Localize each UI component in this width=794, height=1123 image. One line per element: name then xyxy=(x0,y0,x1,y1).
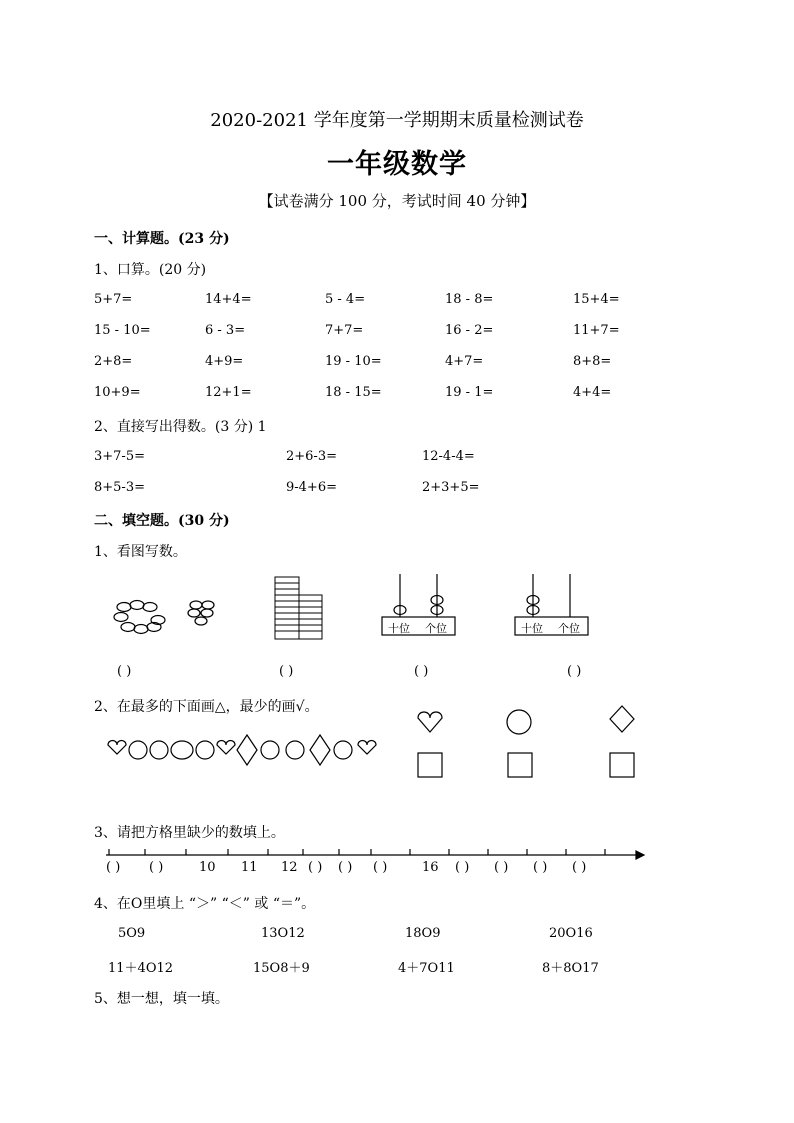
direct-calc-item: 2+3+5= xyxy=(422,480,480,495)
oral-calc-item: 18 - 15= xyxy=(325,385,382,400)
shape-row-figure xyxy=(108,735,376,765)
compare-item: 4＋7O11 xyxy=(398,961,455,976)
oral-calc-item: 2+8= xyxy=(94,354,133,369)
compare-item: 20O16 xyxy=(549,926,593,941)
oral-calc-item: 18 - 8= xyxy=(445,292,494,307)
abacus1-ones-label: 个位 xyxy=(425,622,447,635)
oral-calc-item: 15 - 10= xyxy=(94,323,151,338)
number-line-value: 12 xyxy=(281,860,298,875)
oral-calc-item: 15+4= xyxy=(573,292,620,307)
section2-q4-label: 4、在O里填上 “＞” “＜” 或 “＝”。 xyxy=(94,896,316,912)
number-line-blank[interactable]: ( ) xyxy=(455,860,470,875)
number-line-value: 11 xyxy=(241,860,258,875)
section2-q5-label: 5、想一想，填一填。 xyxy=(94,991,229,1007)
oral-calc-item: 10+9= xyxy=(94,385,141,400)
number-line-value: 16 xyxy=(422,860,439,875)
section2-heading: 二、填空题。(30 分) xyxy=(94,513,230,529)
oral-calc-item: 6 - 3= xyxy=(205,323,246,338)
number-line-blank[interactable]: ( ) xyxy=(494,860,509,875)
oral-calc-item: 4+9= xyxy=(205,354,244,369)
abacus2-tens-label: 十位 xyxy=(521,622,543,635)
oral-calc-item: 12+1= xyxy=(205,385,252,400)
oral-calc-item: 8+8= xyxy=(573,354,612,369)
number-line-blank[interactable]: ( ) xyxy=(572,860,587,875)
answer-blank[interactable]: ( ) xyxy=(279,664,294,679)
oral-calc-item: 11+7= xyxy=(573,323,620,338)
oral-calc-item: 16 - 2= xyxy=(445,323,494,338)
number-line-blank[interactable]: ( ) xyxy=(338,860,353,875)
compare-item: 13O12 xyxy=(261,926,305,941)
oral-calc-item: 19 - 1= xyxy=(445,385,494,400)
compare-item: 5O9 xyxy=(118,926,146,941)
number-line-blank[interactable]: ( ) xyxy=(149,860,164,875)
compare-item: 18O9 xyxy=(405,926,441,941)
section2-q1-label: 1、看图写数。 xyxy=(94,544,187,560)
number-line-blank[interactable]: ( ) xyxy=(308,860,323,875)
number-line-ticks xyxy=(109,849,605,855)
direct-calc-item: 2+6-3= xyxy=(286,449,337,464)
compare-item: 15O8＋9 xyxy=(253,961,310,976)
number-line-blank[interactable]: ( ) xyxy=(106,860,121,875)
abacus1-tens-label: 十位 xyxy=(388,622,410,635)
oral-calc-item: 4+4= xyxy=(573,385,612,400)
number-line-figure xyxy=(106,851,644,859)
direct-calc-item: 3+7-5= xyxy=(94,449,145,464)
oral-calc-item: 4+7= xyxy=(445,354,484,369)
oral-calc-item: 5 - 4= xyxy=(325,292,366,307)
oral-calc-item: 7+7= xyxy=(325,323,364,338)
number-line-blank[interactable]: ( ) xyxy=(533,860,548,875)
compare-item: 11＋4O12 xyxy=(108,961,174,976)
exam-info: 【试卷满分 100 分，考试时间 40 分钟】 xyxy=(258,192,536,210)
answer-blank[interactable]: ( ) xyxy=(414,664,429,679)
compare-item: 8＋8O17 xyxy=(542,961,599,976)
ellipse-cluster-figure xyxy=(114,601,214,634)
section1-heading: 一、计算题。(23 分) xyxy=(94,231,230,247)
section1-q1-label: 1、口算。(20 分) xyxy=(94,262,207,278)
direct-calc-item: 8+5-3= xyxy=(94,480,145,495)
number-line-blank[interactable]: ( ) xyxy=(373,860,388,875)
oral-calc-item: 19 - 10= xyxy=(325,354,382,369)
section2-q3-label: 3、请把方格里缺少的数填上。 xyxy=(94,825,285,841)
answer-shapes-figure xyxy=(418,706,634,777)
direct-calc-item: 12-4-4= xyxy=(422,449,475,464)
abacus2-ones-label: 个位 xyxy=(558,622,580,635)
answer-blank[interactable]: ( ) xyxy=(117,664,132,679)
answer-blank[interactable]: ( ) xyxy=(567,664,582,679)
direct-calc-item: 9-4+6= xyxy=(286,480,337,495)
number-line-value: 10 xyxy=(199,860,216,875)
section1-q2-label: 2、直接写出得数。(3 分) 1 xyxy=(94,419,267,435)
oral-calc-item: 14+4= xyxy=(205,292,252,307)
stick-bundle-figure xyxy=(275,577,322,639)
oral-calc-item: 5+7= xyxy=(94,292,133,307)
subject-title: 一年级数学 xyxy=(327,149,467,180)
exam-title: 2020-2021 学年度第一学期期末质量检测试卷 xyxy=(210,110,584,131)
section2-q2-label: 2、在最多的下面画△，最少的画√。 xyxy=(94,699,319,715)
